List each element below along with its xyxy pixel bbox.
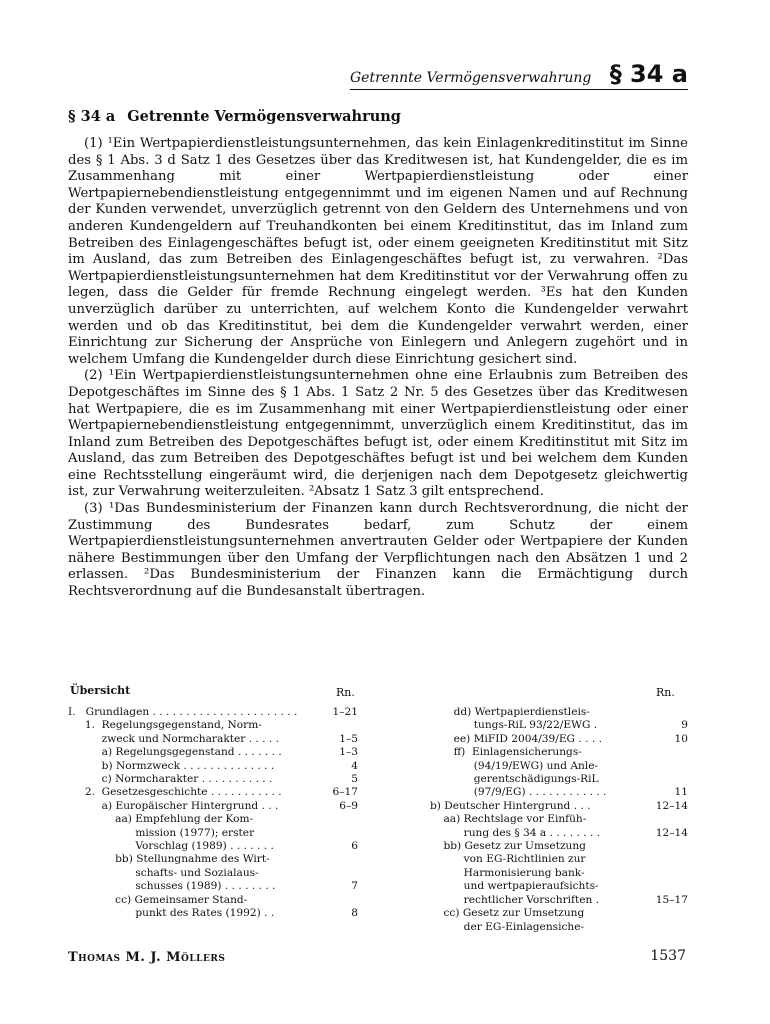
overview-row — [68, 894, 368, 907]
overview-row-number: 9 — [681, 719, 688, 732]
overview-row-label: I. Grundlagen . . . . . . . . . . . . . . . . . . . . . . — [68, 706, 298, 718]
overview-row — [430, 786, 688, 799]
running-head-section: § 34 a — [609, 60, 688, 88]
overview-row — [430, 773, 688, 786]
overview-row — [430, 800, 688, 813]
overview-row-label: punkt des Rates (1992) . . — [68, 907, 275, 920]
overview-row — [68, 746, 368, 759]
overview-row — [430, 853, 688, 866]
overview-row-label: der EG-Einlagensiche- — [430, 920, 585, 933]
overview-row — [430, 921, 688, 934]
overview-row-label: rung des § 34 a . . . . . . . . — [430, 826, 601, 839]
overview-row — [68, 706, 368, 719]
overview-row — [68, 867, 368, 880]
overview-row — [68, 773, 368, 786]
overview-row — [430, 813, 688, 826]
overview-row — [430, 867, 688, 880]
overview-row-label: rechtlicher Vorschriften . — [430, 893, 600, 906]
overview-row — [68, 733, 368, 746]
overview-row — [68, 853, 368, 866]
overview-row-label: ff) Einlagensicherungs- — [430, 746, 582, 759]
overview-row — [430, 746, 688, 759]
overview-row — [68, 800, 368, 813]
overview-row-label: b) Normzweck . . . . . . . . . . . . . . — [68, 759, 275, 772]
overview-row-label: dd) Wertpapierdienstleis- — [430, 706, 590, 718]
overview-row-label: zweck und Normcharakter . . . . . — [68, 732, 280, 745]
overview-row-label: b) Deutscher Hintergrund . . . — [430, 799, 591, 812]
overview-row-number: 1–5 — [339, 732, 358, 745]
overview-row-number: 15–17 — [655, 893, 688, 906]
overview-row-label: aa) Empfehlung der Kom- — [68, 813, 254, 826]
overview-row-label: a) Regelungsgegenstand . . . . . . . — [68, 746, 282, 759]
overview-row-number: 6–17 — [332, 786, 358, 799]
overview-row-label: 2. Gesetzesgeschichte . . . . . . . . . . . — [68, 786, 282, 799]
overview-row-label: tungs-RiL 93/22/EWG . — [430, 719, 598, 732]
overview-row-number: 10 — [674, 732, 688, 745]
overview-row — [430, 733, 688, 746]
overview-row-label: 1. Regelungsgegenstand, Norm- — [68, 719, 262, 732]
section-number: § 34 a — [68, 108, 116, 125]
overview-rn-label-left: Rn. — [336, 686, 355, 699]
overview-row — [430, 894, 688, 907]
overview-row-label: ee) MiFID 2004/39/EG . . . . — [430, 732, 602, 745]
overview-row-label: mission (1977); erster — [68, 826, 255, 839]
paragraph-2: (2) ¹Ein Wertpapierdienstleistungsunternehmen ohne eine Erlaubnis zum Betreiben des Depotgeschäftes im Sinne des § 1 Abs. 1 Satz 2 Nr. 5 des Gesetzes über das Kreditwesen hat Wertpapiere, die es im Zusammenhang mit einer Wertpapierdienstleistung oder einer Wertpapiernebendienstleistung entgegennimmt, unverzüglich einem Kreditinstitut, das im Inland zum Betreiben des Depotgeschäftes befugt ist, oder einem Kreditinstitut mit Sitz im Ausland, das zum Betreiben des Depotgeschäftes befugt ist und bei welchem dem Kunden eine Rechtsstellung eingeräumt wird, die derjenigen nach dem Depotgesetz gleichwertig ist, zur Verwahrung weiterzuleiten. ²Absatz 1 Satz 3 gilt entsprechend. — [68, 368, 688, 500]
overview-row — [68, 760, 368, 773]
overview-row-label: schafts- und Sozialaus- — [68, 866, 259, 879]
overview-row — [68, 719, 368, 732]
overview-row — [68, 907, 368, 920]
overview-row — [430, 706, 688, 719]
overview-row-label: bb) Gesetz zur Umsetzung — [430, 840, 586, 853]
overview-row — [68, 786, 368, 799]
overview-row — [68, 827, 368, 840]
overview-row-label: Vorschlag (1989) . . . . . . . — [68, 840, 274, 853]
overview-row-number: 12–14 — [655, 799, 688, 812]
overview-row-label: cc) Gesetz zur Umsetzung — [430, 907, 585, 920]
overview-row — [430, 880, 688, 893]
footer-author: Thomas M. J. Möllers — [68, 950, 226, 965]
section-title: Getrennte Vermögensverwahrung — [127, 108, 401, 125]
paragraph-3: (3) ¹Das Bundesministerium der Finanzen kann durch Rechtsverordnung, die nicht der Zustimmung des Bundesrates bedarf, zum Schutz der einem Wertpapierdienstleistungsunternehmen anvertrauten Gelder oder Wertpapiere der Kunden nähere Bestimmungen über den Umfang der Verpflichtungen nach den Absätzen 1 und 2 erlassen. ²Das Bundesministerium der Finanzen kann die Ermächtigung durch Rechtsverordnung auf die Bundesanstalt übertragen. — [68, 501, 688, 600]
overview-row — [430, 827, 688, 840]
overview-row-label: (97/9/EG) . . . . . . . . . . . . — [430, 786, 607, 799]
overview-row — [430, 907, 688, 920]
paragraph-1: (1) ¹Ein Wertpapierdienstleistungsunternehmen, das kein Einlagenkreditinstitut im Sinne des § 1 Abs. 3 d Satz 1 des Gesetzes über das Kreditwesen ist, hat Kundengelder, die es im Zusammenhang mit einer Wertpapierdienstleistung oder einer Wertpapiernebendienstleistung entgegennimmt und im eigenen Namen und auf Rechnung der Kunden verwendet, unverzüglich getrennt von den Geldern des Unternehmens und von anderen Kundengeldern auf Treuhandkonten bei einem Kreditinstitut, das im Inland zum Betreiben des Einlagengeschäftes befugt ist, oder einem geeigneten Kreditinstitut mit Sitz im Ausland, das zum Betreiben des Einlagengeschäftes befugt ist, zu verwahren. ²Das Wertpapierdienstleistungsunternehmen hat dem Kreditinstitut vor der Verwahrung offen zu legen, dass die Gelder für fremde Rechnung eingelegt werden. ³Es hat den Kunden unverzüglich darüber zu unterrichten, auf welchem Konto die Kundengelder verwahrt werden und ob das Kreditinstitut, bei dem die Kundengelder verwahrt werden, einer Einrichtung zur Sicherung der Ansprüche von Einlegern und Anlegern zugehört und in welchem Umfang die Kundengelder durch diese Einrichtung gesichert sind. — [68, 136, 688, 367]
overview-row — [430, 719, 688, 732]
overview-row-number: 1–21 — [332, 706, 358, 718]
overview-row-number: 4 — [351, 759, 358, 772]
overview-rn-label-right: Rn. — [656, 686, 675, 699]
overview-left-column — [68, 706, 368, 921]
overview-row-label: von EG-Richtlinien zur — [430, 853, 586, 866]
overview-row-number: 6–9 — [339, 799, 358, 812]
overview-row-label: Harmonisierung bank- — [430, 866, 585, 879]
overview-row-label: schusses (1989) . . . . . . . . — [68, 880, 276, 893]
overview-right-column — [430, 706, 688, 934]
overview-row-label: gerentschädigungs-RiL — [430, 773, 599, 786]
overview-row-label: a) Europäischer Hintergrund . . . — [68, 799, 279, 812]
running-head-rule — [350, 89, 688, 90]
overview-row-number: 8 — [351, 907, 358, 920]
overview-row-label: aa) Rechtslage vor Einfüh- — [430, 813, 587, 826]
overview-row — [68, 840, 368, 853]
statute-text — [68, 136, 688, 601]
overview-row-label: bb) Stellungnahme des Wirt- — [68, 853, 270, 866]
overview-row — [430, 760, 688, 773]
overview-row-number: 12–14 — [655, 826, 688, 839]
overview-row-number: 11 — [674, 786, 688, 799]
running-head — [350, 60, 688, 90]
overview-row-label: cc) Gemeinsamer Stand- — [68, 893, 248, 906]
overview-row-number: 1–3 — [339, 746, 358, 759]
section-heading — [68, 108, 401, 125]
running-head-title: Getrennte Vermögensverwahrung — [350, 70, 592, 86]
overview-row-label: und wertpapieraufsichts- — [430, 880, 599, 893]
overview-heading: Übersicht — [70, 684, 131, 697]
overview-row-label: c) Normcharakter . . . . . . . . . . . — [68, 773, 273, 786]
overview-row-label: (94/19/EWG) und Anle- — [430, 759, 599, 772]
overview-row-number: 7 — [351, 880, 358, 893]
overview-row — [430, 840, 688, 853]
overview-row — [68, 880, 368, 893]
overview-row-number: 6 — [351, 840, 358, 853]
overview-row — [68, 813, 368, 826]
page-number: 1537 — [650, 948, 686, 964]
overview-row-number: 5 — [351, 773, 358, 786]
